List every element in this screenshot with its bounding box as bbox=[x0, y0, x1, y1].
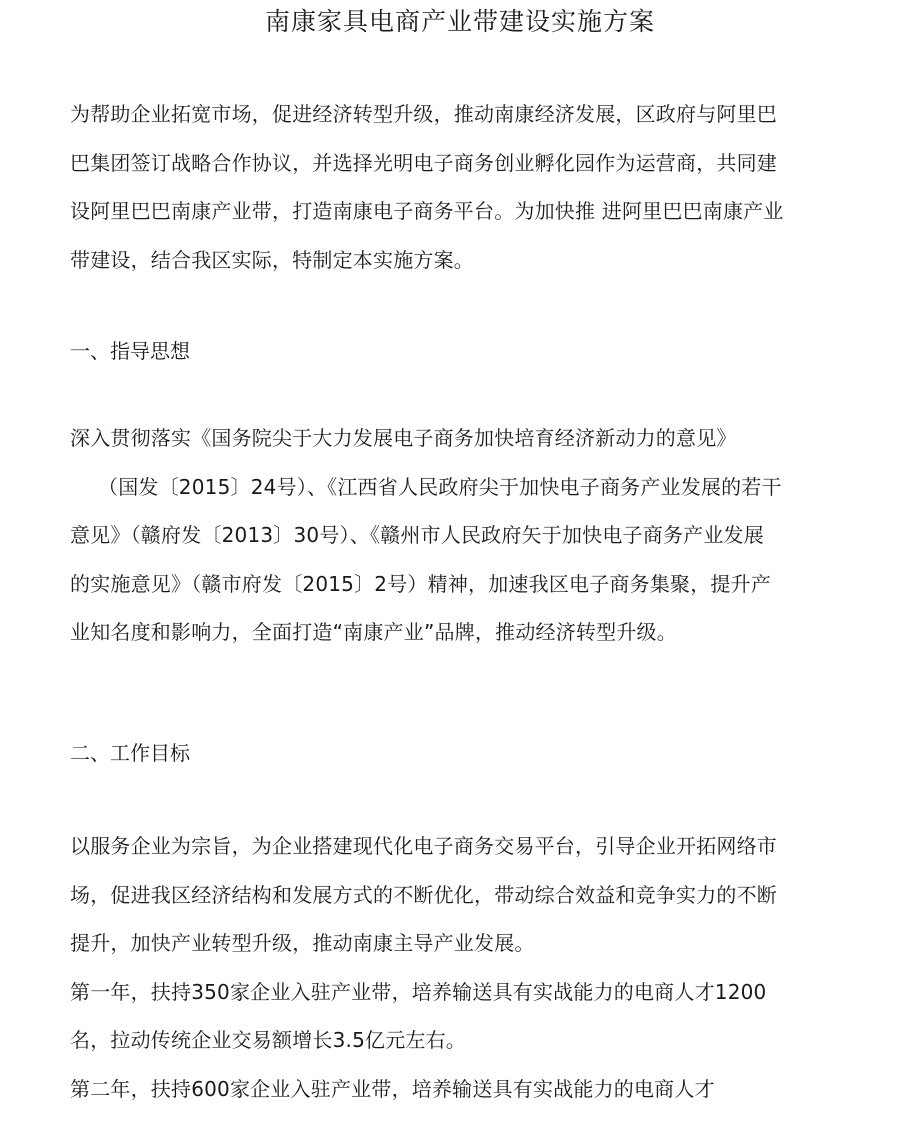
guide-line: 意见》（赣府发〔2013〕30号）、《赣州市人民政府矢于加快电子商务产业发展 bbox=[70, 523, 764, 547]
guiding-ideology-paragraph bbox=[70, 414, 850, 657]
guide-line: 的实施意见》（赣市府发〔2015〕2号）精神，加速我区电子商务集聚，提升产 bbox=[70, 571, 772, 596]
section-heading-guiding-ideology: 一、指导思想 bbox=[70, 339, 190, 363]
document-title: 南康家具电商产业带建设实施方案 bbox=[264, 7, 655, 36]
intro-line: 巴集团签订战略合作协议，并选择光明电子商务创业孵化园作为运营商，共同建 bbox=[70, 150, 777, 175]
goal-line: 提升，加快产业转型升级，推动南康主导产业发展。 bbox=[70, 931, 535, 955]
goal-line: 以服务企业为宗旨，为企业搭建现代化电子商务交易平台，引导企业开拓网络市 bbox=[70, 834, 777, 858]
intro-line: 设阿里巴巴南康产业带，打造南康电子商务平台。为加快推 进阿里巴巴南康产业 bbox=[70, 199, 784, 223]
guide-line: （国发〔2015〕24号）、《江西省人民政府尖于加快电子商务产业发展的若干 bbox=[98, 474, 782, 499]
intro-paragraph bbox=[70, 90, 850, 284]
goal-line: 第一年，扶持350家企业入驻产业带，培养输送具有实战能力的电商人才1200 bbox=[70, 979, 767, 1004]
intro-line: 为帮助企业拓宽市场，促进经济转型升级，推动南康经济发展，区政府与阿里巴 bbox=[70, 102, 777, 126]
goal-line: 名，拉动传统企业交易额增长3.5亿元左右。 bbox=[70, 1028, 467, 1052]
goal-line: 场，促进我区经济结构和发展方式的不断优化，带动综合效益和竞争实力的不断 bbox=[70, 882, 777, 907]
goal-line: 第二年，扶持600家企业入驻产业带，培养输送具有实战能力的电商人才 bbox=[70, 1076, 715, 1101]
intro-line: 带建设，结合我区实际，特制定本实施方案。 bbox=[70, 247, 474, 272]
work-goals-paragraph bbox=[70, 822, 850, 1113]
guide-line: 业知名度和影响力，全面打造“南康产业”品牌，推动经济转型升级。 bbox=[70, 620, 677, 644]
guide-line: 深入贯彻落实《国务院尖于大力发展电子商务加快培育经济新动力的意见》 bbox=[70, 426, 737, 450]
section-heading-work-goals: 二、工作目标 bbox=[70, 741, 190, 765]
